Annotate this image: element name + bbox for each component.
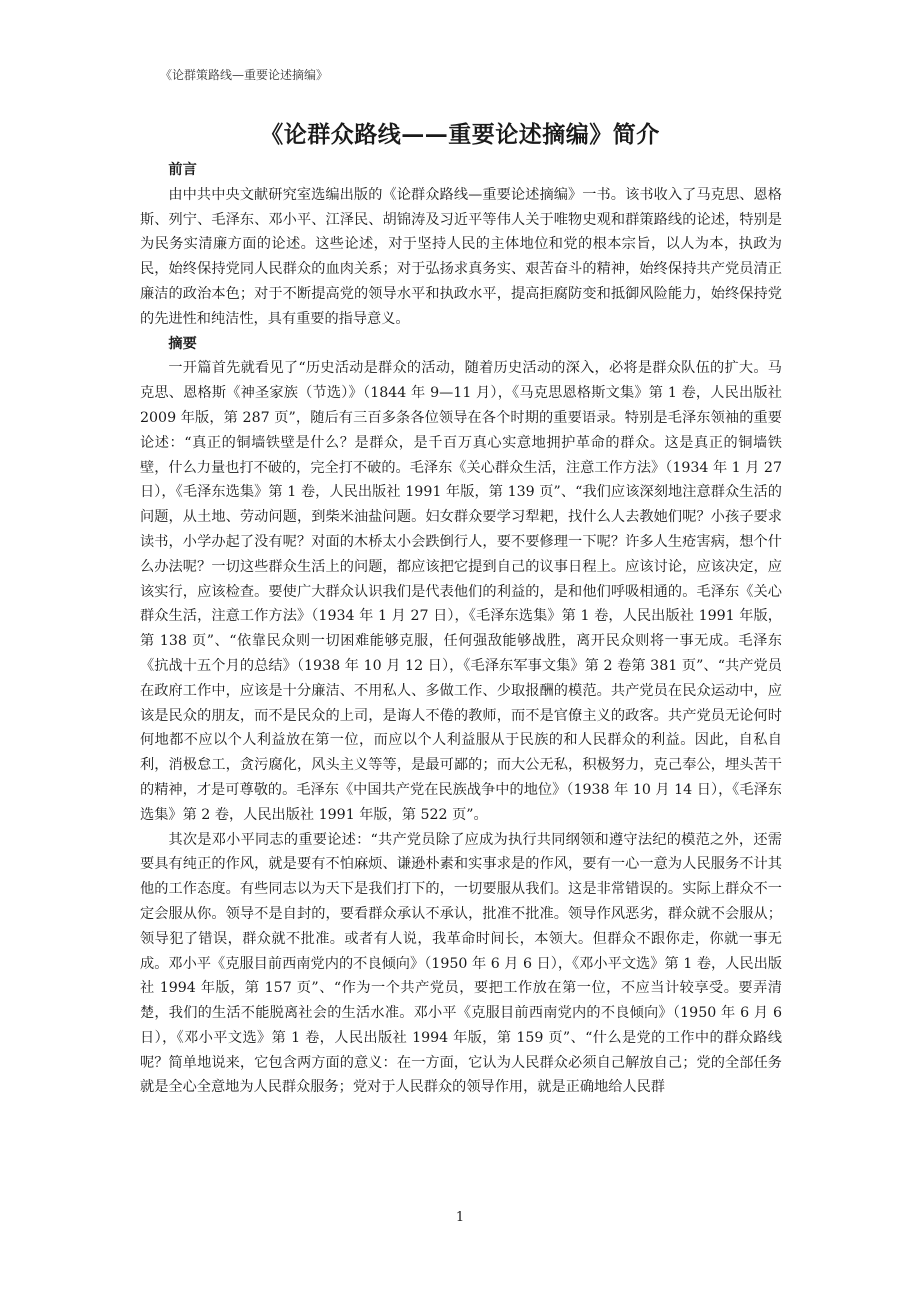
section-heading-preface: 前言	[168, 162, 197, 178]
page-number: 1	[455, 1210, 465, 1225]
abstract-paragraph-1: 一开篇首先就看见了“历史活动是群众的活动，随着历史活动的深入，必将是群众队伍的扩大。马克思、恩格斯《神圣家族（节选）》（1844 年 9—11 月），《马克思恩格斯文集》第 1 卷，人民出版社 2009 年版，第 287 页”，随后有三百多条各位领导在各个时期的重要语录。特别是毛泽东领袖的重要论述：“真正的铜墙铁壁是什么？是群众，是千百万真心实意地拥护革命的群众。这是真正的铜墙铁壁，什么力量也打不破的，完全打不破的。毛泽东《关心群众生活，注意工作方法》（1934 年 1 月 27 日），《毛泽东选集》第 1 卷，人民出版社 1991 年版，第 139 页”、“我们应该深刻地注意群众生活的问题，从土地、劳动问题，到柴米油盐问题。妇女群众要学习犁耙，找什么人去教她们呢？小孩子要求读书，小学办起了没有呢？对面的木桥太小会跌倒行人，要不要修理一下呢？许多人生疮害病，想个什么办法呢？一切这些群众生活上的问题，都应该把它提到自己的议事日程上。应该讨论，应该决定，应该实行，应该检查。要使广大群众认识我们是代表他们的利益的，是和他们呼吸相通的。毛泽东《关心群众生活，注意工作方法》（1934 年 1 月 27 日），《毛泽东选集》第 1 卷，人民出版社 1991 年版，第 138 页”、“依靠民众则一切困难能够克服，任何强敌能够战胜，离开民众则将一事无成。毛泽东《抗战十五个月的总结》（1938 年 10 月 12 日），《毛泽东军事文集》第 2 卷第 381 页”、“共产党员在政府工作中，应该是十分廉洁、不用私人、多做工作、少取报酬的模范。共产党员在民众运动中，应该是民众的朋友，而不是民众的上司，是诲人不倦的教师，而不是官僚主义的政客。共产党员无论何时何地都不应以个人利益放在第一位，而应以个人利益服从于民族的和人民群众的利益。因此，自私自利，消极怠工，贪污腐化，风头主义等等，是最可鄙的；而大公无私，积极努力，克己奉公，埋头苦干的精神，才是可尊敬的。毛泽东《中国共产党在民族战争中的地位》（1938 年 10 月 14 日），《毛泽东选集》第 2 卷，人民出版社 1991 年版，第 522 页”。	[140, 360, 782, 823]
section-heading-abstract: 摘要	[168, 335, 197, 352]
running-header: 《论群策路线—重要论述摘编》	[160, 68, 329, 82]
document-title: 《论群众路线——重要论述摘编》简介	[260, 121, 660, 148]
document-body	[140, 158, 782, 1100]
abstract-paragraph-2: 其次是邓小平同志的重要论述：“共产党员除了应成为执行共同纲领和遵守法纪的模范之外，还需要具有纯正的作风，就是要有不怕麻烦、谦逊朴素和实事求是的作风，要有一心一意为人民服务不计其他的工作态度。有些同志以为天下是我们打下的，一切要服从我们。这是非常错误的。实际上群众不一定会服从你。领导不是自封的，要看群众承认不承认，批准不批准。领导作风恶劣，群众就不会服从；领导犯了错误，群众就不批准。或者有人说，我革命时间长，本领大。但群众不跟你走，你就一事无成。邓小平《克服目前西南党内的不良倾向》（1950 年 6 月 6 日），《邓小平文选》第 1 卷，人民出版社 1994 年版，第 157 页”、“作为一个共产党员，要把工作放在第一位，不应当计较享受。要弄清楚，我们的生活不能脱离社会的生活水准。邓小平《克服目前西南党内的不良倾向》（1950 年 6 月 6 日），《邓小平文选》第 1 卷，人民出版社 1994 年版，第 159 页”、“什么是党的工作中的群众路线呢？简单地说来，它包含两方面的意义：在一方面，它认为人民群众必须自己解放自己；党的全部任务就是全心全意地为人民群众服务；党对于人民群众的领导作用，就是正确地给人民群	[140, 831, 782, 1096]
preface-paragraph: 由中共中央文献研究室选编出版的《论群众路线—重要论述摘编》一书。该书收入了马克思、恩格斯、列宁、毛泽东、邓小平、江泽民、胡锦涛及习近平等伟人关于唯物史观和群策路线的论述，特别是为民务实清廉方面的论述。这些论述，对于坚持人民的主体地位和党的根本宗旨，以人为本，执政为民，始终保持党同人民群众的血肉关系；对于弘扬求真务实、艰苦奋斗的精神，始终保持共产党员清正廉洁的政治本色；对于不断提高党的领导水平和执政水平，提高拒腐防变和抵御风险能力，始终保持党的先进性和纯洁性，具有重要的指导意义。	[140, 186, 782, 327]
